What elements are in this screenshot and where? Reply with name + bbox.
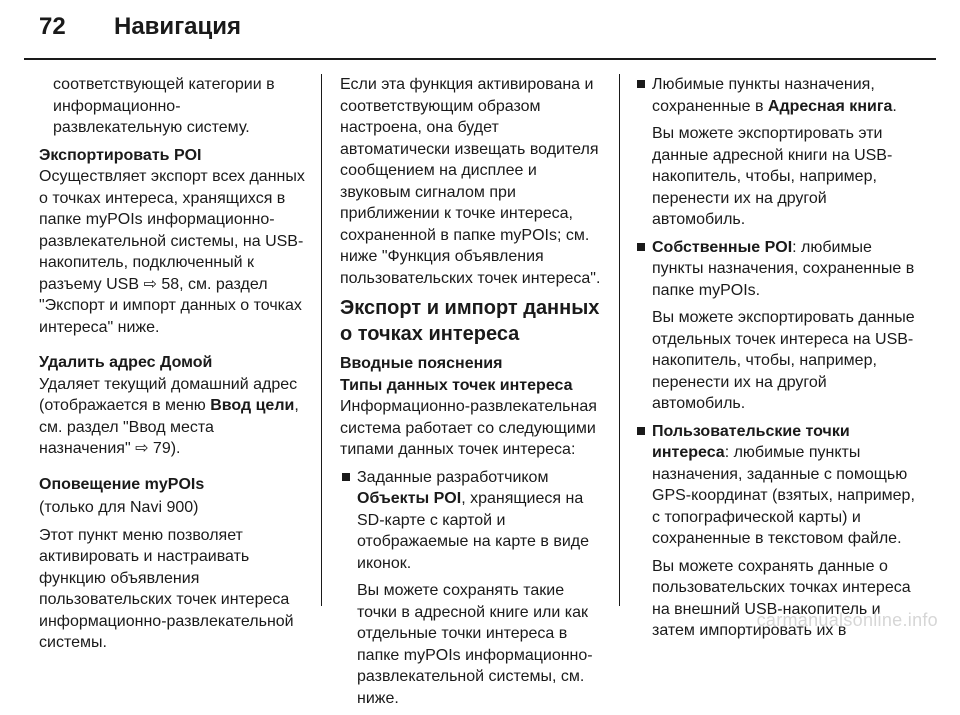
column-divider	[619, 74, 620, 606]
bullet-own-poi	[635, 237, 915, 302]
function-description: Если эта функция активирована и соответствующим образом настроена, она будет автоматически извещать водителя сообщением на дисплее и звуковым сигналом при приближении к точке интереса, сохраненной в папке myPOIs; см. ниже "Функция объявления пользовательских точек интереса".	[340, 76, 601, 287]
section-heading: Экспорт и импорт данных о точках интереса	[340, 297, 600, 345]
intro-text: соответствующей категории в информационно-развлекательную систему.	[53, 76, 275, 136]
bullet-own-poi-note: Вы можете экспортировать данные отдельных точек интереса на USB-накопитель, чтобы, например, перенести их на другой автомобиль.	[652, 309, 915, 412]
own-poi-ref: Собственные POI	[652, 238, 793, 256]
column-left	[39, 74, 309, 660]
notify-mypois-note: (только для Navi 900)	[39, 499, 199, 516]
poi-types-text: Информационно-развлекательная система работает со следующими типами данных точек интереса:	[340, 398, 597, 458]
address-book-ref: Адресная книга	[767, 97, 893, 115]
bullet-user-poi-note: Вы можете сохранять данные о пользовательских точках интереса на внешний USB-накопитель и затем импортировать их в	[652, 557, 911, 639]
delete-home-text-part1: Удаляет текущий домашний адрес (отображается в меню	[39, 375, 298, 414]
delete-home-text-part2: , см. раздел "Ввод места назначения" ⇨ 79).	[39, 397, 299, 457]
bullet-predefined-note: Вы можете сохранять такие точки в адресной книге или как отдельные точки интереса в папке myPOIs информационно-развлекательной системы, см. ниже.	[357, 582, 593, 707]
page-header	[0, 0, 960, 60]
bullet-address-book-note: Вы можете экспортировать эти данные адресной книги на USB-накопитель, чтобы, например, перенести их на другой автомобиль.	[652, 125, 893, 228]
destination-menu-ref: Ввод цели	[210, 397, 295, 414]
bullet-own-poi-text: : любимые пункты назначения, сохраненные в папке myPOIs.	[652, 238, 915, 299]
delete-home-heading: Удалить адрес Домой	[39, 354, 213, 371]
bullet-predefined-text: , хранящиеся на SD-карте с картой и отображаемые на карте в виде иконок.	[357, 490, 589, 572]
watermark: carmanualsonline.info	[756, 610, 938, 630]
export-poi-text: Осуществляет экспорт всех данных о точках интереса, хранящихся в папке myPOIs информационно-развлекательной системы, на USB-накопитель, подключенный к разъему USB ⇨ 58, см. раздел "Экспорт и импорт данных о точках интереса" ниже.	[39, 168, 305, 336]
bullet-predefined-poi	[340, 467, 608, 575]
bullet-predefined-bold: Объекты POI	[357, 490, 462, 507]
bullet-address-book-text: Любимые пункты назначения, сохраненные в	[652, 76, 875, 115]
notify-mypois-heading: Оповещение myPOIs	[39, 475, 205, 493]
column-middle	[340, 74, 608, 715]
intro-subheading: Вводные пояснения	[340, 355, 503, 372]
export-poi-heading: Экспортировать POI	[39, 146, 202, 164]
column-divider	[321, 74, 322, 606]
bullet-address-book-end: .	[892, 97, 897, 115]
bullet-predefined-lead: Заданные разработчиком	[357, 468, 549, 486]
bullet-user-poi-text: : любимые пункты назначения, заданные с помощью GPS-координат (взятых, например, с топографической карты) и сохраненные в текстовом файле.	[652, 444, 915, 547]
user-poi-ref: Пользовательские точки интереса	[652, 422, 850, 461]
delete-home-text	[39, 374, 309, 460]
bullet-address-book	[635, 74, 915, 117]
page-title: Навигация	[114, 13, 242, 40]
notify-mypois-text: Этот пункт меню позволяет активировать и настраивать функцию объявления пользовательских точек интереса информационно-развлекательной системы.	[39, 526, 294, 651]
bullet-user-poi	[635, 421, 915, 550]
poi-types-subheading: Типы данных точек интереса	[340, 376, 573, 394]
page-number: 72	[39, 13, 66, 40]
header-rule	[24, 58, 936, 60]
column-right	[635, 74, 915, 648]
